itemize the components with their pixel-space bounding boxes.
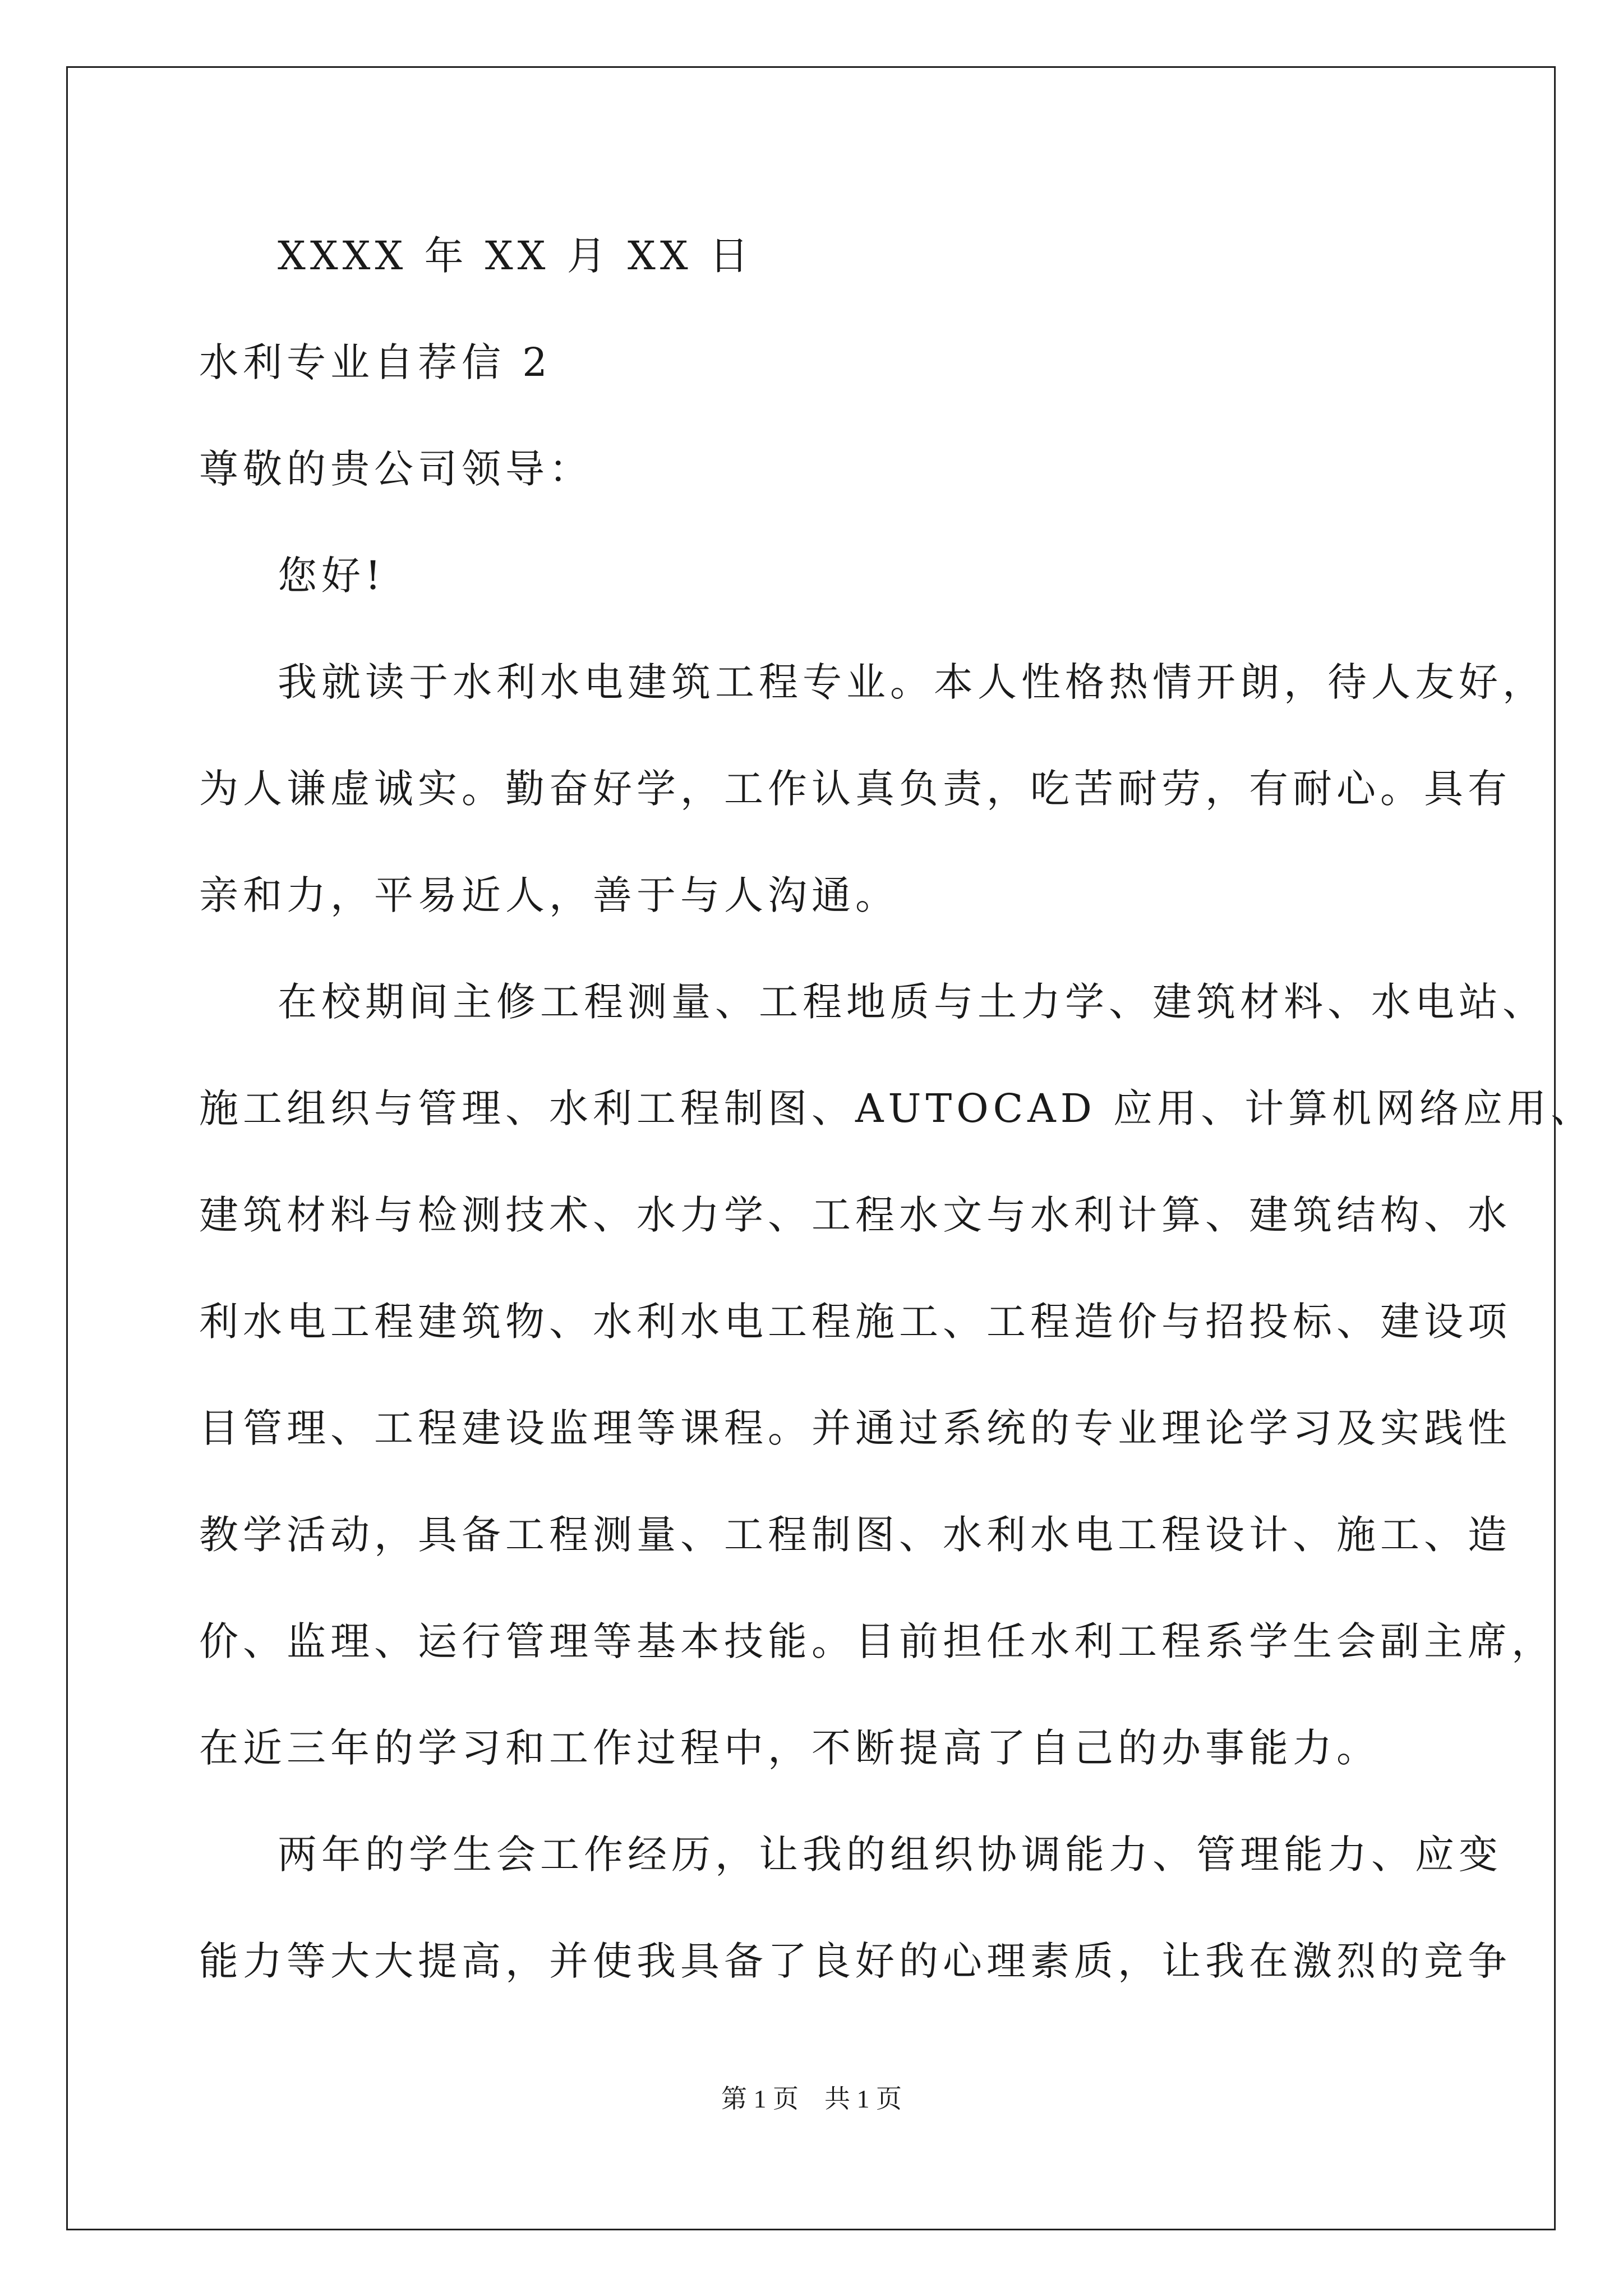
page-border	[66, 66, 1556, 2230]
body-line: 教学活动，具备工程测量、工程制图、水利水电工程设计、施工、造	[199, 1512, 1511, 1558]
letter-title: 水利专业自荐信 2	[199, 339, 552, 385]
body-line: 目管理、工程建设监理等课程。并通过系统的专业理论学习及实践性	[199, 1405, 1511, 1451]
body-line: 能力等大大提高，并使我具备了良好的心理素质，让我在激烈的竞争	[199, 1938, 1511, 1984]
body-line: 在近三年的学习和工作过程中，不断提高了自己的办事能力。	[199, 1725, 1380, 1771]
greeting: 您好!	[278, 553, 386, 599]
body-line: 亲和力，平易近人，善于与人沟通。	[199, 872, 899, 918]
body-line: 利水电工程建筑物、水利水电工程施工、工程造价与招投标、建设项	[199, 1299, 1511, 1345]
body-line: 为人谦虚诚实。勤奋好学，工作认真负责，吃苦耐劳，有耐心。具有	[199, 766, 1511, 812]
body-line: 我就读于水利水电建筑工程专业。本人性格热情开朗，待人友好，	[278, 659, 1546, 705]
salutation: 尊敬的贵公司领导：	[199, 446, 593, 492]
page-number-footer: 第 1 页 共 1 页	[721, 2085, 902, 2113]
date-line: XXXX 年 XX 月 XX 日	[278, 233, 753, 279]
body-line: 价、监理、运行管理等基本技能。目前担任水利工程系学生会副主席，	[199, 1618, 1555, 1664]
body-line: 在校期间主修工程测量、工程地质与土力学、建筑材料、水电站、	[278, 979, 1546, 1025]
body-line: 施工组织与管理、水利工程制图、AUTOCAD 应用、计算机网络应用、	[199, 1085, 1595, 1131]
body-line: 建筑材料与检测技术、水力学、工程水文与水利计算、建筑结构、水	[199, 1192, 1511, 1238]
body-line: 两年的学生会工作经历，让我的组织协调能力、管理能力、应变	[278, 1832, 1502, 1878]
